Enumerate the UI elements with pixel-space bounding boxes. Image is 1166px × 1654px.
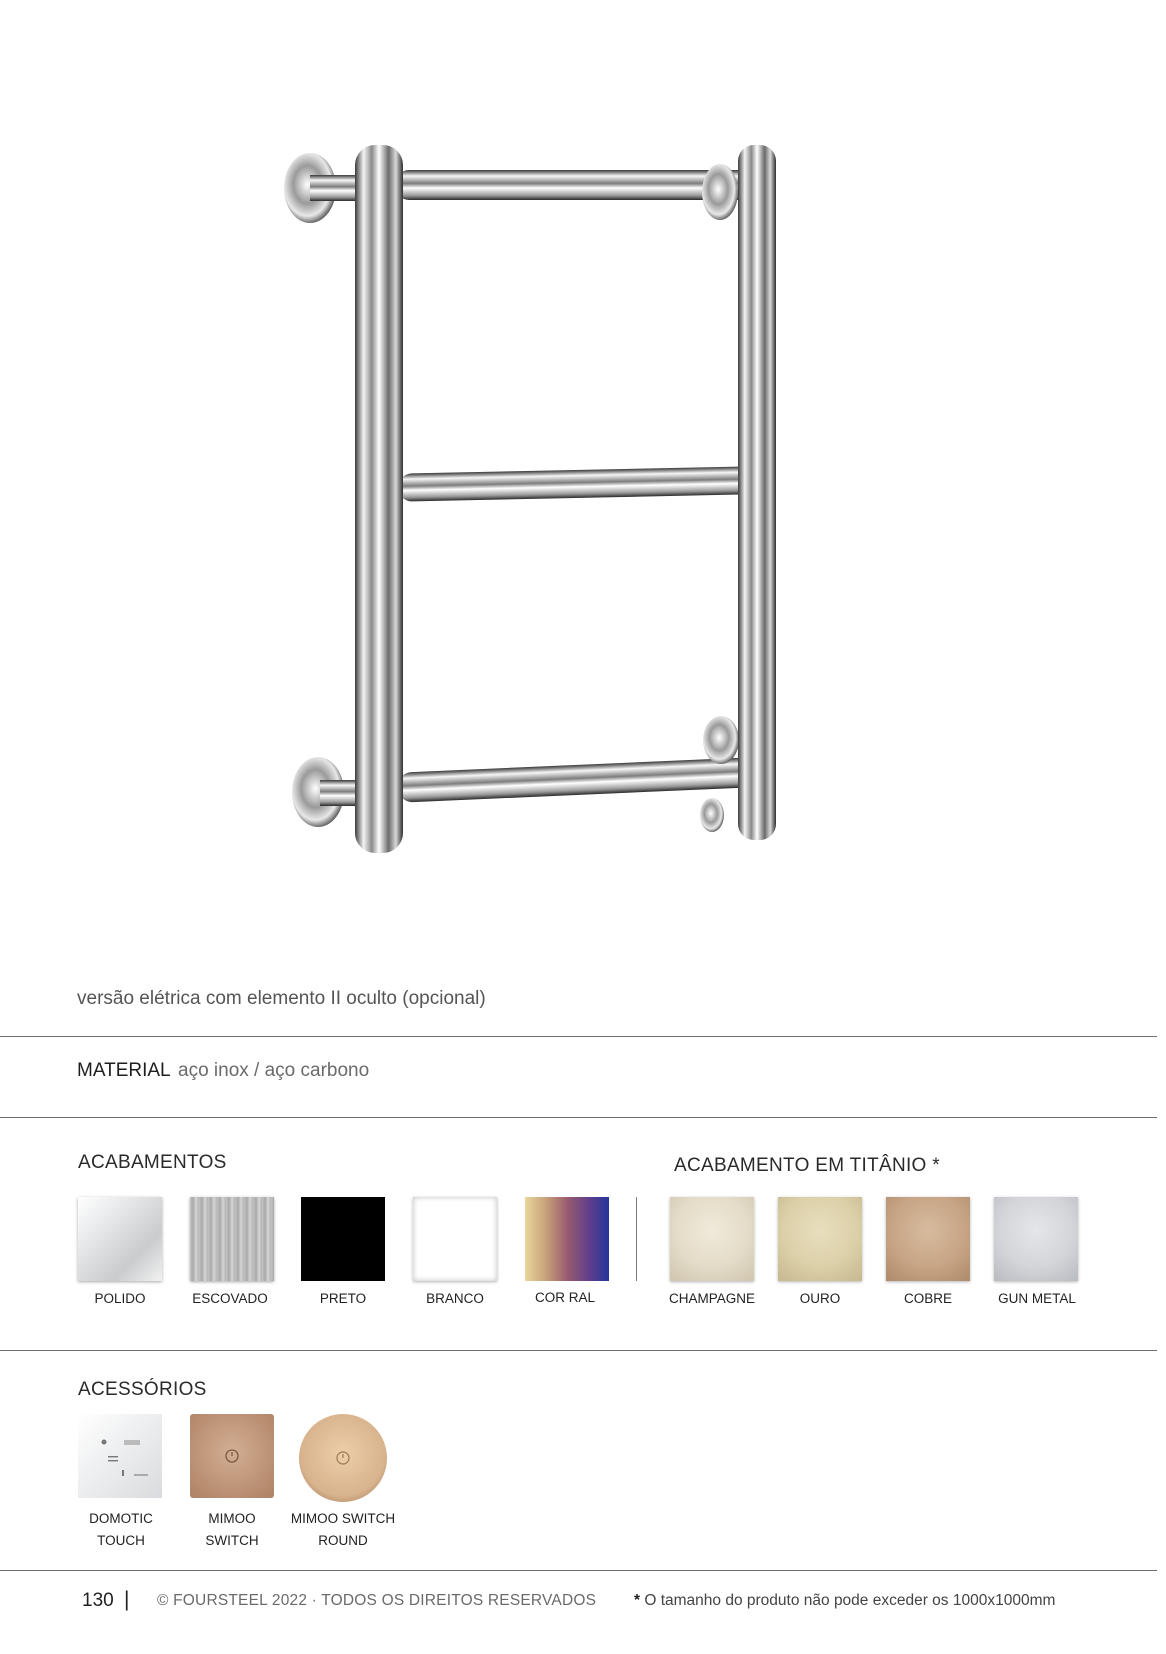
accessory-label-mimoo-switch-round: MIMOO SWITCH ROUND [290, 1511, 396, 1548]
mimoo-switch-round-image[interactable] [297, 1412, 389, 1504]
swatch-label: POLIDO [94, 1291, 146, 1306]
page-number-separator: | [124, 1588, 130, 1611]
rail-bar-top [395, 170, 755, 200]
divider [0, 1350, 1157, 1351]
rail-bar-middle [398, 466, 754, 501]
swatch-label: BRANCO [426, 1291, 484, 1306]
swatch-branco[interactable] [413, 1197, 497, 1281]
swatch-label: ESCOVADO [192, 1291, 268, 1306]
swatch-gun-metal[interactable] [994, 1197, 1078, 1281]
divider [0, 1036, 1157, 1037]
titanium-finishes-heading: ACABAMENTO EM TITÂNIO * [674, 1155, 940, 1176]
divider [0, 1570, 1157, 1571]
swatch-label: CHAMPAGNE [668, 1291, 755, 1306]
swatch-escovado[interactable] [190, 1197, 274, 1281]
rail-bar-bottom [398, 757, 754, 802]
copyright-notice: © FOURSTEEL 2022 · TODOS OS DIREITOS RESERVADOS [157, 1592, 597, 1609]
product-caption: versão elétrica com elemento II oculto (opcional) [77, 988, 486, 1009]
towel-rail-product-image [280, 100, 840, 920]
swatch-label: COBRE [903, 1291, 952, 1306]
domotic-touch-image[interactable] [78, 1414, 162, 1498]
swatch-label: OURO [799, 1291, 841, 1306]
page-number: 130 [82, 1590, 114, 1611]
wall-bracket-top-right [702, 164, 738, 220]
finishes-heading: ACABAMENTOS [78, 1152, 227, 1173]
bracket-arm-top-left [310, 175, 360, 201]
footnote-text: O tamanho do produto não pode exceder os 1000x1000mm [644, 1592, 1056, 1609]
material-value: aço inox / aço carbono [178, 1060, 370, 1081]
swatch-champagne[interactable] [670, 1197, 754, 1281]
swatch-polido[interactable] [78, 1197, 162, 1281]
material-label: MATERIAL [77, 1060, 171, 1081]
size-footnote [634, 1592, 1055, 1610]
mimoo-switch-image[interactable] [190, 1414, 274, 1498]
swatch-label: PRETO [319, 1291, 367, 1306]
accessory-label-mimoo-switch: MIMOO SWITCH [205, 1511, 259, 1548]
finish-group-divider [636, 1197, 637, 1281]
swatch-label: GUN METAL [998, 1291, 1076, 1306]
swatch-ouro[interactable] [778, 1197, 862, 1281]
swatch-label: COR RAL [534, 1290, 595, 1305]
accessory-label-domotic-touch: DOMOTIC TOUCH [89, 1511, 153, 1548]
swatch-cobre[interactable] [886, 1197, 970, 1281]
accessories-heading: ACESSÓRIOS [78, 1379, 207, 1400]
rail-post-left [355, 145, 403, 853]
footnote-marker: * [634, 1592, 641, 1609]
divider [0, 1117, 1157, 1118]
rail-post-right [738, 145, 776, 840]
swatch-cor-ral[interactable] [525, 1197, 609, 1281]
wall-bracket-bottom-right [703, 716, 739, 764]
swatch-preto[interactable] [301, 1197, 385, 1281]
heating-element-connector [700, 798, 724, 832]
